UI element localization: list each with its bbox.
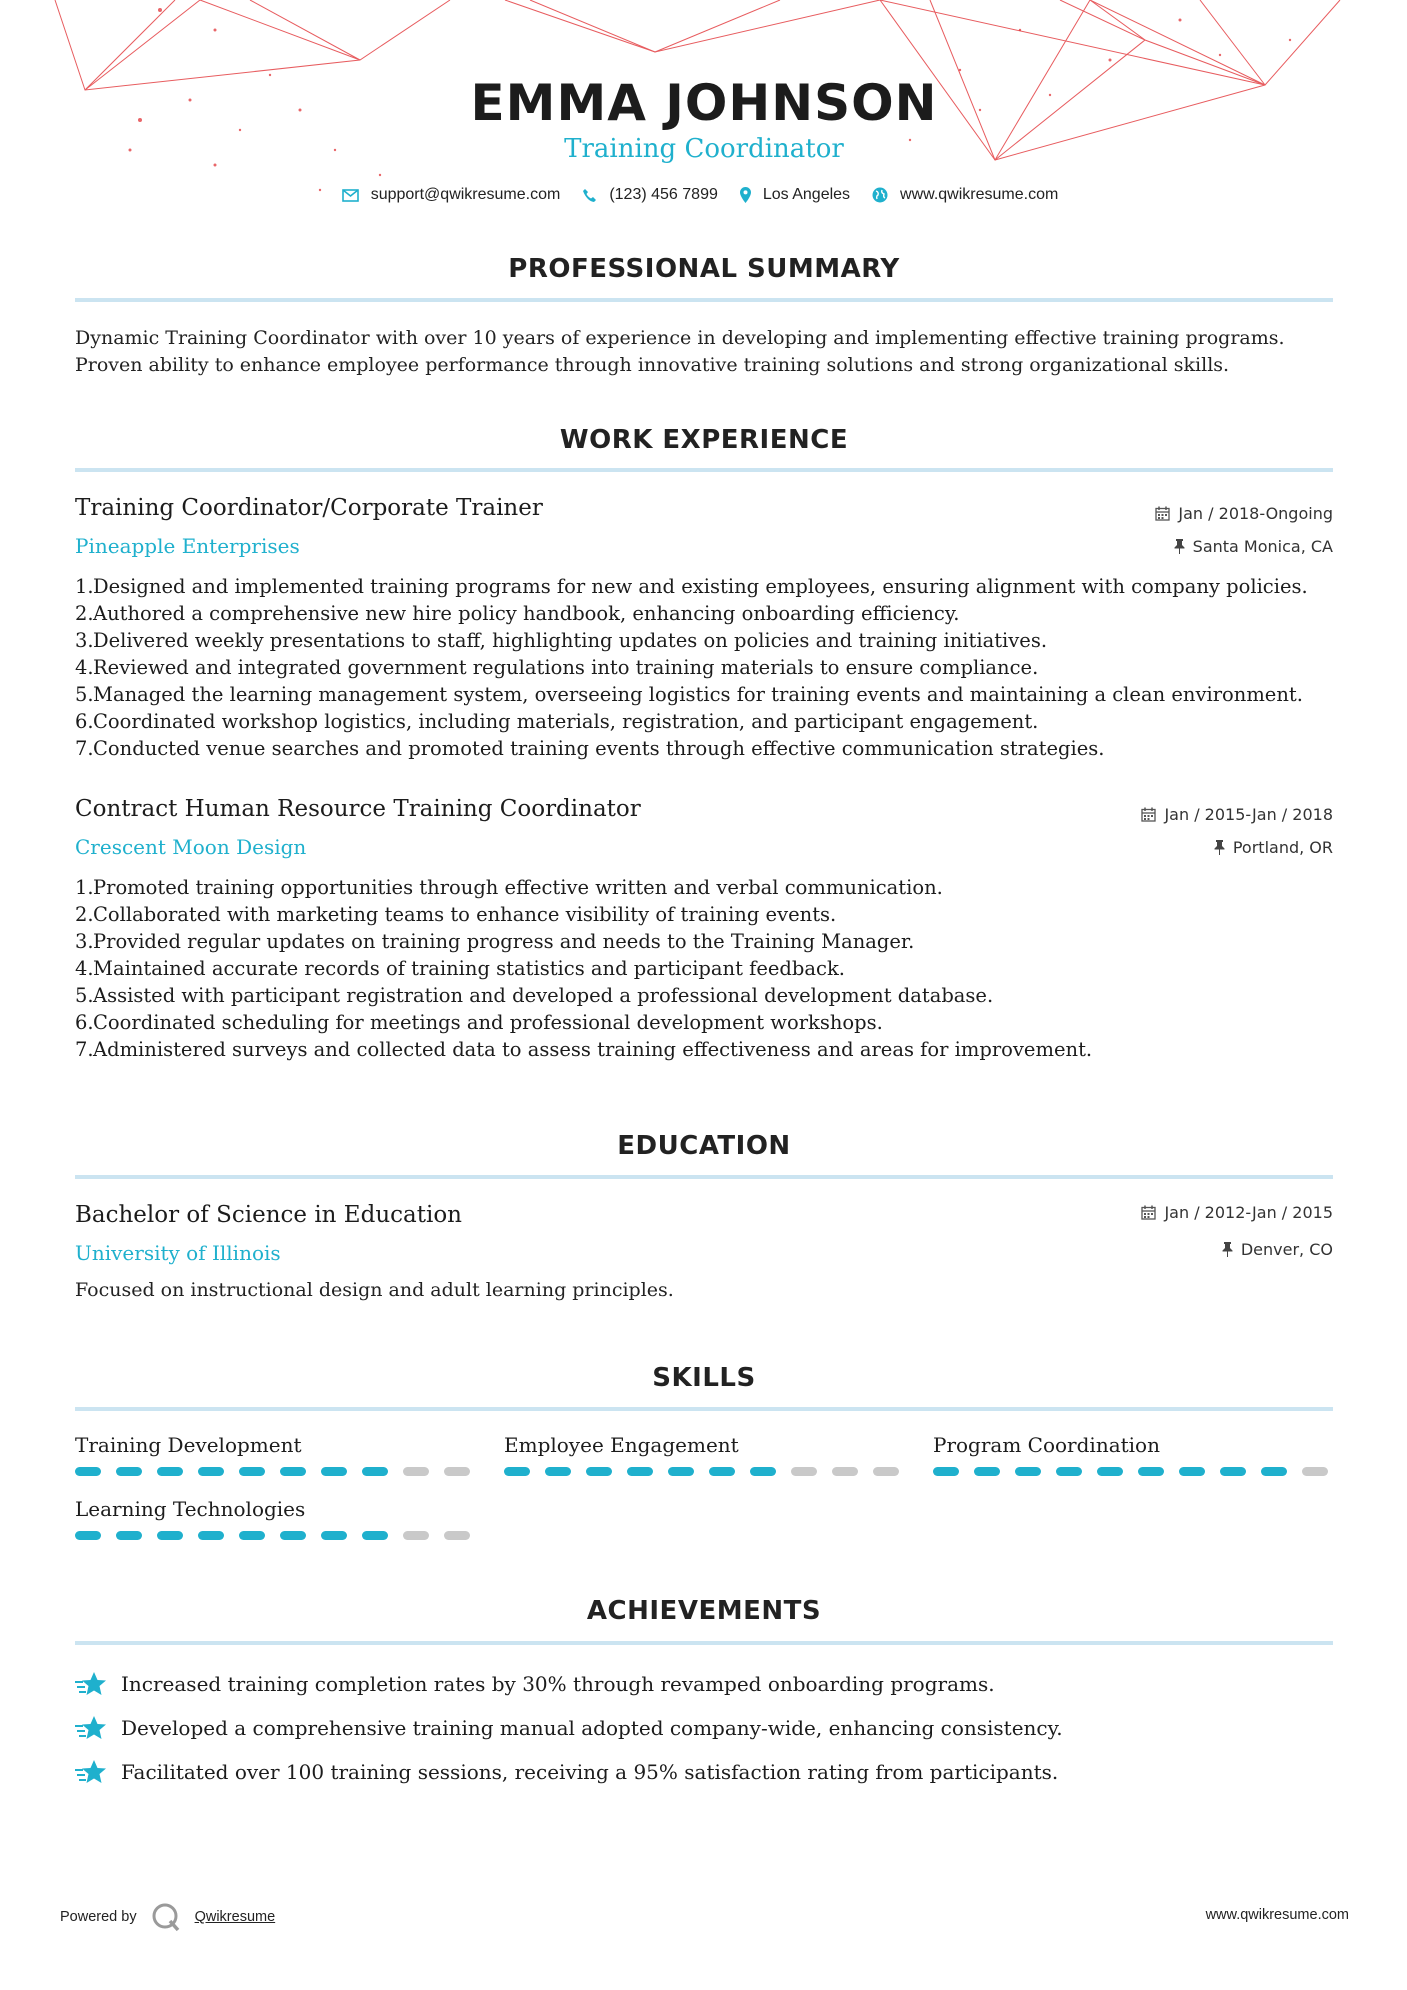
company-name: Pineapple Enterprises xyxy=(75,534,300,558)
rating-dash-filled xyxy=(586,1467,612,1476)
skill-item xyxy=(504,1433,904,1476)
skill-name: Employee Engagement xyxy=(504,1433,739,1457)
candidate-title: Training Coordinator xyxy=(564,134,844,164)
calendar-icon xyxy=(1141,1205,1156,1220)
job-title: Training Coordinator/Corporate Trainer xyxy=(75,495,543,521)
rating-dash-filled xyxy=(321,1467,347,1476)
calendar-icon xyxy=(1155,506,1170,521)
skill-name: Program Coordination xyxy=(933,1433,1160,1457)
job-title: Contract Human Resource Training Coordinator xyxy=(75,796,641,822)
phone-icon xyxy=(582,188,597,203)
education-location xyxy=(1222,1240,1333,1259)
list-item: Maintained accurate records of training statistics and participant feedback. xyxy=(93,957,845,980)
list-item: Collaborated with marketing teams to enhance visibility of training events. xyxy=(93,903,837,926)
list-item: Reviewed and integrated government regulations into training materials to ensure compliance. xyxy=(93,656,1039,679)
rating-dash-filled xyxy=(198,1467,224,1476)
pushpin-icon xyxy=(1214,840,1225,855)
job-location-text: Portland, OR xyxy=(1232,838,1333,857)
company-name: Crescent Moon Design xyxy=(75,835,307,859)
summary-rule xyxy=(75,298,1333,302)
rating-dash-filled xyxy=(750,1467,776,1476)
rating-dash-filled xyxy=(116,1531,142,1540)
job-duties xyxy=(75,573,1351,762)
list-item: Designed and implemented training programs for new and existing employees, ensuring alignment with company policies. xyxy=(93,575,1308,598)
education-location-text: Denver, CO xyxy=(1240,1240,1333,1259)
rating-dash-filled xyxy=(239,1467,265,1476)
skills-rule xyxy=(75,1407,1333,1411)
pushpin-icon xyxy=(1222,1242,1233,1257)
rating-dash-filled xyxy=(1261,1467,1287,1476)
summary-text: Dynamic Training Coordinator with over 10 years of experience in developing and implementing effective training programs. Proven ability to enhance employee performance through innovative training solutions and strong organizational skills. xyxy=(75,327,1285,376)
experience-heading: WORK EXPERIENCE xyxy=(559,425,849,455)
list-item xyxy=(75,1758,1058,1786)
contact-location xyxy=(740,186,850,204)
contact-location-text: Los Angeles xyxy=(762,186,851,203)
skill-item xyxy=(933,1433,1333,1476)
education-heading: EDUCATION xyxy=(617,1131,791,1161)
contact-email-text: support@qwikresume.com xyxy=(370,186,561,203)
rating-dash-empty xyxy=(832,1467,858,1476)
rating-dash-filled xyxy=(668,1467,694,1476)
rating-dash-empty xyxy=(444,1531,470,1540)
rating-dash-filled xyxy=(280,1531,306,1540)
education-dates-text: Jan / 2012-Jan / 2015 xyxy=(1164,1203,1333,1222)
rating-dash-filled xyxy=(504,1467,530,1476)
rating-dash-empty xyxy=(444,1467,470,1476)
contact-phone[interactable] xyxy=(582,186,718,204)
list-item: Coordinated scheduling for meetings and professional development workshops. xyxy=(93,1011,883,1034)
rating-dash-filled xyxy=(1015,1467,1041,1476)
achievement-text: Increased training completion rates by 30% through revamped onboarding programs. xyxy=(121,1672,995,1696)
star-icon xyxy=(75,1714,107,1742)
qwikresume-logo-icon xyxy=(151,1902,181,1932)
skill-name: Learning Technologies xyxy=(75,1497,306,1521)
footer-site[interactable]: www.qwikresume.com xyxy=(1205,1907,1349,1923)
rating-dash-filled xyxy=(1138,1467,1164,1476)
rating-dash-filled xyxy=(1056,1467,1082,1476)
list-item: Delivered weekly presentations to staff, highlighting updates on policies and training initiatives. xyxy=(93,629,1048,652)
pushpin-icon xyxy=(1174,539,1185,554)
job-location xyxy=(1214,838,1333,857)
envelope-icon xyxy=(342,189,359,202)
skill-rating xyxy=(75,1531,475,1540)
rating-dash-filled xyxy=(1097,1467,1123,1476)
list-item: Assisted with participant registration and developed a professional development database. xyxy=(93,984,994,1007)
rating-dash-filled xyxy=(709,1467,735,1476)
candidate-name: EMMA JOHNSON xyxy=(470,74,938,132)
skill-rating xyxy=(75,1467,475,1476)
list-item xyxy=(75,1670,995,1698)
rating-dash-filled xyxy=(1179,1467,1205,1476)
list-item: Administered surveys and collected data to assess training effectiveness and areas for improvement. xyxy=(93,1038,1093,1061)
rating-dash-filled xyxy=(157,1531,183,1540)
rating-dash-filled xyxy=(545,1467,571,1476)
location-pin-icon xyxy=(740,187,751,203)
skill-rating xyxy=(504,1467,904,1476)
list-item: Conducted venue searches and promoted training events through effective communication strategies. xyxy=(93,737,1105,760)
skill-name: Training Development xyxy=(75,1433,302,1457)
school-name: University of Illinois xyxy=(75,1241,281,1265)
globe-icon xyxy=(872,187,888,203)
rating-dash-empty xyxy=(873,1467,899,1476)
job-dates xyxy=(1141,805,1333,824)
achievements-heading: ACHIEVEMENTS xyxy=(586,1596,822,1626)
job-location xyxy=(1174,537,1333,556)
contact-phone-text: (123) 456 7899 xyxy=(609,186,718,203)
contact-email[interactable] xyxy=(342,186,561,204)
experience-rule xyxy=(75,468,1333,472)
contact-website-text: www.qwikresume.com xyxy=(900,186,1059,203)
powered-by-label: Powered by xyxy=(60,1909,137,1925)
rating-dash-filled xyxy=(157,1467,183,1476)
rating-dash-filled xyxy=(933,1467,959,1476)
skill-rating xyxy=(933,1467,1333,1476)
contact-bar xyxy=(75,186,1333,204)
job-duties xyxy=(75,874,1351,1063)
degree-title: Bachelor of Science in Education xyxy=(75,1202,462,1228)
job-dates-text: Jan / 2015-Jan / 2018 xyxy=(1164,805,1333,824)
list-item: Promoted training opportunities through effective written and verbal communication. xyxy=(93,876,943,899)
list-item: Provided regular updates on training progress and needs to the Training Manager. xyxy=(93,930,915,953)
footer-powered-by xyxy=(60,1902,275,1932)
rating-dash-filled xyxy=(75,1467,101,1476)
rating-dash-filled xyxy=(1220,1467,1246,1476)
rating-dash-filled xyxy=(239,1531,265,1540)
skill-item xyxy=(75,1497,475,1540)
rating-dash-filled xyxy=(974,1467,1000,1476)
rating-dash-filled xyxy=(116,1467,142,1476)
rating-dash-filled xyxy=(362,1467,388,1476)
rating-dash-filled xyxy=(321,1531,347,1540)
education-rule xyxy=(75,1175,1333,1179)
calendar-icon xyxy=(1141,807,1156,822)
job-dates-text: Jan / 2018-Ongoing xyxy=(1178,504,1333,523)
list-item: Managed the learning management system, overseeing logistics for training events and maintaining a clean environment. xyxy=(93,683,1303,706)
skill-item xyxy=(75,1433,475,1476)
education-dates xyxy=(1141,1203,1333,1222)
rating-dash-empty xyxy=(403,1531,429,1540)
skills-heading: SKILLS xyxy=(652,1363,756,1393)
rating-dash-filled xyxy=(280,1467,306,1476)
list-item: Coordinated workshop logistics, including materials, registration, and participant engagement. xyxy=(93,710,1039,733)
brand-link[interactable]: Qwikresume xyxy=(194,1909,276,1925)
rating-dash-filled xyxy=(627,1467,653,1476)
contact-website[interactable] xyxy=(872,186,1058,204)
rating-dash-filled xyxy=(198,1531,224,1540)
rating-dash-filled xyxy=(362,1531,388,1540)
education-note: Focused on instructional design and adult learning principles. xyxy=(75,1279,674,1301)
rating-dash-empty xyxy=(403,1467,429,1476)
list-item: Authored a comprehensive new hire policy handbook, enhancing onboarding efficiency. xyxy=(93,602,960,625)
job-dates xyxy=(1155,504,1333,523)
achievement-text: Facilitated over 100 training sessions, receiving a 95% satisfaction rating from participants. xyxy=(121,1760,1059,1784)
rating-dash-empty xyxy=(1302,1467,1328,1476)
achievement-text: Developed a comprehensive training manual adopted company-wide, enhancing consistency. xyxy=(121,1716,1063,1740)
star-icon xyxy=(75,1670,107,1698)
star-icon xyxy=(75,1758,107,1786)
summary-heading: PROFESSIONAL SUMMARY xyxy=(508,254,900,284)
job-location-text: Santa Monica, CA xyxy=(1192,537,1333,556)
achievements-rule xyxy=(75,1641,1333,1645)
rating-dash-filled xyxy=(75,1531,101,1540)
list-item xyxy=(75,1714,1063,1742)
rating-dash-empty xyxy=(791,1467,817,1476)
